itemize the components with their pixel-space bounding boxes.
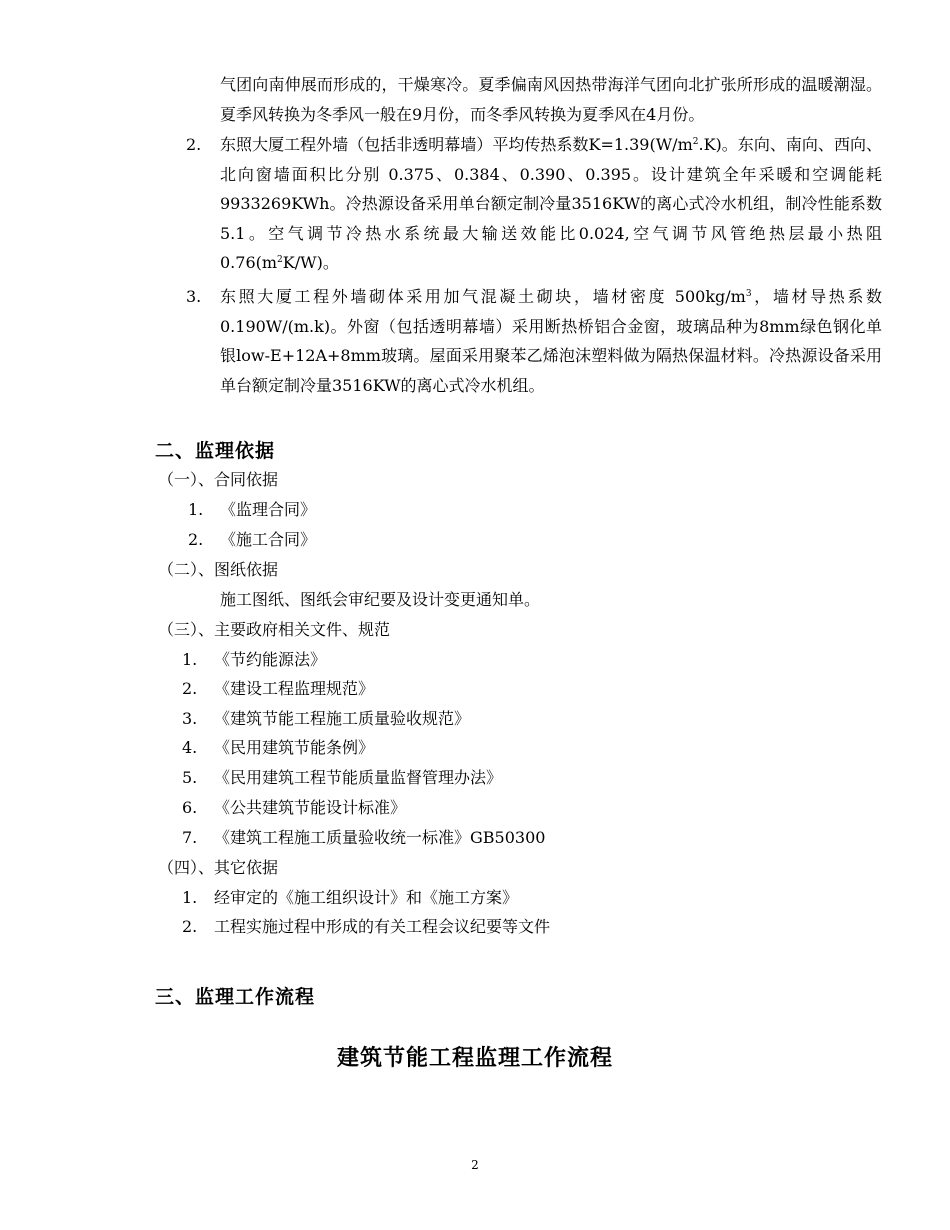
list-text: 《建筑工程施工质量验收统一标准》GB50300 [214,828,546,847]
item-number: 3. [186,287,202,306]
list-text: 经审定的《施工组织设计》和《施工方案》 [214,888,519,907]
item-body [220,130,882,278]
list-number: 3. [182,709,198,728]
superscript: 2 [277,255,283,265]
list-number: 6. [182,798,198,817]
list-number: 4. [182,738,198,757]
list-item [182,827,545,849]
item-text: 东照大厦工程外墙砌体采用加气混凝土砌块，墙材密度 500kg/m [220,287,746,306]
item-number: 2. [186,135,202,154]
list-number: 5. [182,768,198,787]
list-text: 《民用建筑节能条例》 [214,738,375,757]
list-number: 7. [182,828,198,847]
drawings-text: 施工图纸、图纸会审纪要及设计变更通知单。 [220,590,541,609]
list-item [182,767,502,789]
list-item [188,529,316,551]
list-number: 2. [188,530,204,549]
list-item [188,499,316,521]
item-text: .K)。东向、南向、西向、北向窗墙面积比分别 0.375、0.384、0.390、0.395。设计建筑全年采暖和空调能耗9933269KWh。冷热源设备采用单台额定制冷量3516KW的离心式冷水机组，制冷性能系数5.1。空气调节冷热水系统最大输送效能比0.024,空气调节风管绝热层最小热阻0.76(m [220,135,882,272]
list-text: 《施工合同》 [220,530,317,549]
sub-heading-other: （四）、其它依据 [158,858,279,877]
item-text: K/W)。 [282,253,339,272]
list-text: 《节约能源法》 [214,650,327,669]
page-number: 2 [471,1158,479,1172]
list-item [182,887,518,909]
sub-heading-regulations: （三）、主要政府相关文件、规范 [158,620,391,639]
list-text: 工程实施过程中形成的有关工程会议纪要等文件 [214,917,551,936]
sub-heading-drawings: （二）、图纸依据 [158,560,279,579]
list-item [182,678,374,700]
item-text: 东照大厦工程外墙（包括非透明幕墙）平均传热系数K=1.39(W/m [220,135,693,154]
list-item [182,797,406,819]
section-heading-2: 二、监理依据 [155,440,276,462]
item-text: ，墙材导热系数0.190W/(m.k)。外窗（包括透明幕墙）采用断热桥铝合金窗，玻璃品种为8mm绿色钢化单银low-E+12A+8mm玻璃。屋面采用聚苯乙烯泡沫塑料做为隔热保温材料。冷热源设备采用单台额定制冷量3516KW的离心式冷水机组。 [220,287,882,395]
list-text: 《建设工程监理规范》 [214,679,375,698]
list-text: 《民用建筑工程节能质量监督管理办法》 [214,768,503,787]
intro-paragraph: 气团向南伸展而形成的，干燥寒冷。夏季偏南风因热带海洋气团向北扩张所形成的温暖潮湿。夏季风转换为冬季风一般在9月份，而冬季风转换为夏季风在4月份。 [220,75,882,124]
list-text: 《建筑节能工程施工质量验收规范》 [214,709,471,728]
list-number: 2. [182,679,198,698]
list-item [182,916,550,938]
list-number: 1. [182,888,198,907]
list-text: 《监理合同》 [220,500,317,519]
list-number: 2. [182,917,198,936]
sub-heading-contract: （一）、合同依据 [158,470,279,489]
superscript: 3 [745,289,752,299]
section-heading-3: 三、监理工作流程 [155,986,316,1008]
list-item [182,649,326,671]
list-number: 1. [188,500,204,519]
superscript: 2 [692,137,699,147]
item-body [220,282,882,400]
list-item [182,737,374,759]
list-text: 《公共建筑节能设计标准》 [214,798,407,817]
list-number: 1. [182,650,198,669]
list-item [182,708,470,730]
flow-title: 建筑节能工程监理工作流程 [336,1045,613,1071]
